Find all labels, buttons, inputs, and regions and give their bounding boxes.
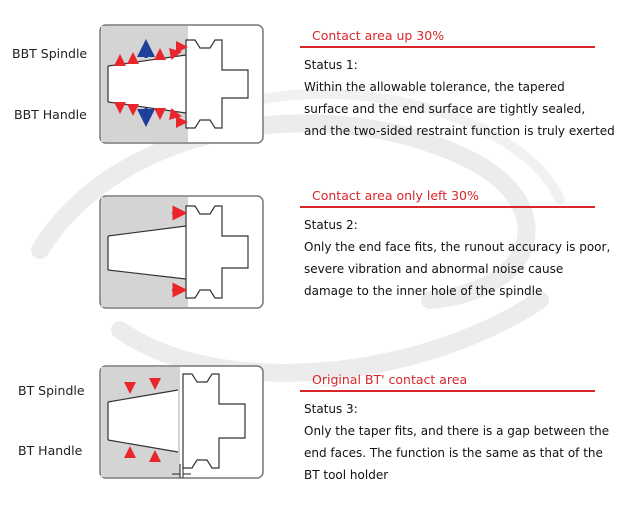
diagram-status-1 xyxy=(100,25,263,143)
status-3-rule xyxy=(300,390,595,392)
status-3-line: Only the taper fits, and there is a gap between the xyxy=(304,424,610,438)
status-3-line: end faces. The function is the same as that of the xyxy=(304,446,603,460)
diagram-status-2 xyxy=(100,196,263,308)
status-1-rule xyxy=(300,46,595,48)
status-2-line: damage to the inner hole of the spindle xyxy=(304,284,543,298)
diagram-status-3 xyxy=(100,366,263,478)
status-1-line: surface and the end surface are tightly sealed, xyxy=(304,102,586,116)
status-2-title: Status 2: xyxy=(304,218,358,232)
bbt-spindle-label: BBT Spindle xyxy=(12,46,88,61)
status-3-title: Status 3: xyxy=(304,402,358,416)
status-1-block xyxy=(300,26,625,142)
status-2-block xyxy=(300,186,625,302)
status-2-rule xyxy=(300,206,595,208)
status-3-block xyxy=(300,370,625,486)
status-2-heading: Contact area only left 30% xyxy=(312,188,479,203)
bt-spindle-label: BT Spindle xyxy=(18,383,85,398)
status-1-title: Status 1: xyxy=(304,58,358,72)
status-1-line: and the two-sided restraint function is truly exerted xyxy=(304,124,615,138)
status-3-line: BT tool holder xyxy=(304,468,389,482)
status-2-line: Only the end face fits, the runout accuracy is poor, xyxy=(304,240,611,254)
status-3-heading: Original BT' contact area xyxy=(312,372,468,387)
bbt-handle-label: BBT Handle xyxy=(14,107,87,122)
status-2-line: severe vibration and abnormal noise cause xyxy=(304,262,564,276)
status-1-heading: Contact area up 30% xyxy=(312,28,445,43)
bt-handle-label: BT Handle xyxy=(18,443,83,458)
status-1-line: Within the allowable tolerance, the tapered xyxy=(304,80,565,94)
